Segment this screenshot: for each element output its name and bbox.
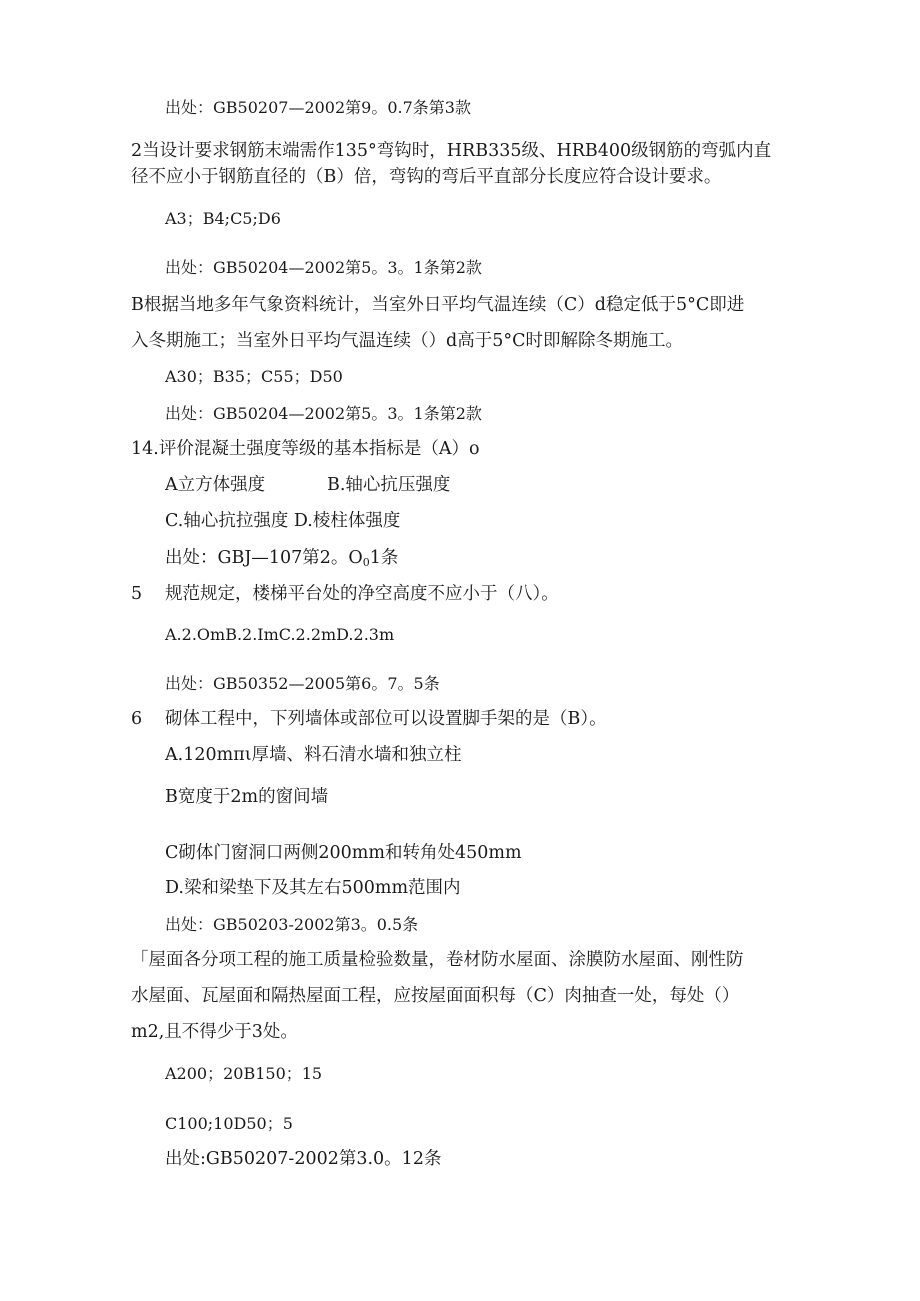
question-number: 6 (131, 709, 143, 729)
source-reference: 出处：GB50203-2002第3。0.5条 (165, 915, 419, 934)
source-reference: 出处：GB50204—2002第5。3。1条第2款 (165, 258, 482, 277)
answer-options: A30；B35；C55；D50 (165, 367, 343, 386)
answer-option-c: C砌体门窗洞口两侧200mm和转角处450mm (165, 843, 522, 863)
question-text: m2,且不得少于3处。 (131, 1022, 298, 1042)
source-reference: 出处:GB50207-2002第3.0。12条 (165, 1149, 442, 1169)
answer-options: C.轴心抗拉强度 D.棱柱体强度 (165, 511, 401, 531)
source-text: 出处：GBJ—107第2。O (165, 548, 363, 568)
source-reference: 出处：GB50204—2002第5。3。1条第2款 (165, 404, 482, 423)
source-reference: 出处：GB50352—2005第6。7。5条 (165, 674, 440, 693)
source-reference (165, 548, 398, 573)
answer-option-b: B宽度于2m的窗间墙 (165, 787, 329, 807)
question-text: 砌体工程中，下列墙体或部位可以设置脚手架的是（B）。 (165, 709, 607, 729)
answer-option-a: A立方体强度 (165, 475, 266, 495)
answer-option-b: B.轴心抗压强度 (327, 475, 451, 495)
source-text: 1条 (369, 548, 399, 568)
question-number: 5 (131, 584, 143, 604)
answer-option-a: A.120mπι厚墙、料石清水墙和独立柱 (165, 745, 462, 765)
question-text: 规范规定，楼梯平台处的净空高度不应小于（八）。 (165, 584, 559, 604)
answer-options: A200；20B150；15 (165, 1064, 323, 1083)
question-text: 14.评价混凝土强度等级的基本指标是（A）o (131, 439, 480, 459)
subscript-text: 0 (362, 556, 370, 569)
answer-option-d: D.梁和梁垫下及其左右500mm范围内 (165, 878, 461, 898)
question-text: 2当设计要求钢筋末端需作135°弯钩时，HRB335级、HRB400级钢筋的弯弧内直 (131, 141, 772, 161)
question-text: 「屋面各分项工程的施工质量检验数量，卷材防水屋面、涂膜防水屋面、刚性防 (131, 950, 744, 970)
source-reference: 出处：GB50207—2002第9。0.7条第3款 (165, 98, 471, 117)
answer-options: A3；B4;C5;D6 (165, 209, 281, 228)
answer-options: A.2.OmB.2.ImC.2.2mD.2.3m (165, 625, 395, 644)
question-text: 入冬期施工；当室外日平均气温连续（）d高于5°C时即解除冬期施工。 (131, 331, 683, 351)
question-text: 径不应小于钢筋直径的（B）倍，弯钩的弯后平直部分长度应符合设计要求。 (131, 167, 722, 187)
answer-options: C100;10D50；5 (165, 1114, 293, 1133)
question-text: 水屋面、瓦屋面和隔热屋面工程，应按屋面面积每（C）肉抽查一处，每处（） (131, 986, 740, 1006)
question-text: B根据当地多年气象资料统计，当室外日平均气温连续（C）d稳定低于5°C即进 (131, 295, 745, 315)
